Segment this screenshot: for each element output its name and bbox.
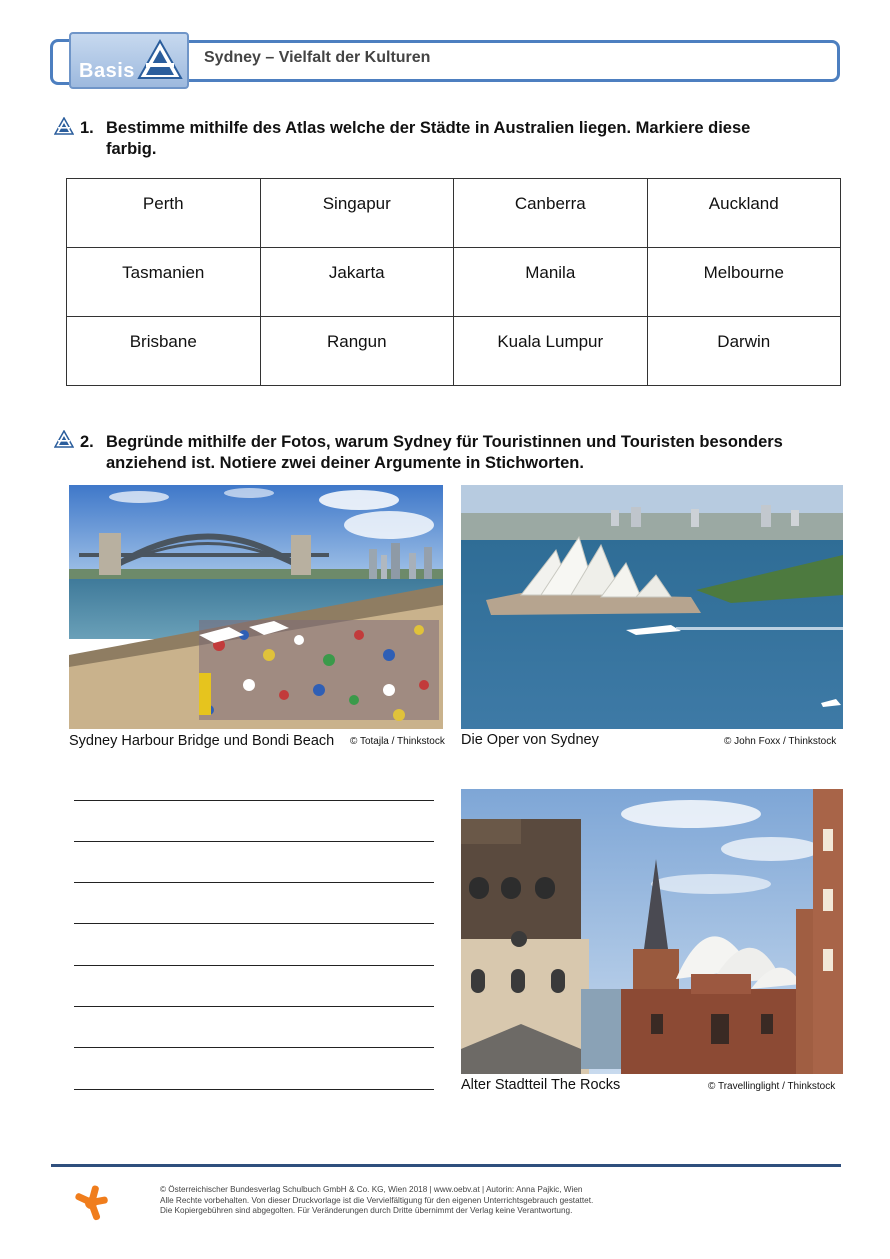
opera-house-photo [461,485,843,729]
city-cell[interactable]: Melbourne [647,248,841,317]
answer-line[interactable] [74,882,434,883]
city-table [66,178,841,386]
harbour-bridge-photo [69,485,443,729]
footer-rule [51,1164,841,1167]
answer-line[interactable] [74,965,434,966]
photo2-credit: © John Foxx / Thinkstock [724,736,837,747]
answer-line[interactable] [74,1047,434,1048]
task1-line1: Bestimme mithilfe des Atlas welche der Städte in Australien liegen. Markiere diese [106,119,751,137]
header-bracket [50,39,71,85]
answer-line[interactable] [74,841,434,842]
publisher-logo-icon [72,1183,110,1223]
level-badge [69,32,189,89]
answer-line[interactable] [74,1006,434,1007]
photo3-caption: Alter Stadtteil The Rocks [461,1077,621,1093]
answer-line[interactable] [74,800,434,801]
city-cell[interactable]: Kuala Lumpur [454,317,648,386]
the-rocks-photo [461,789,843,1074]
photo1-credit: © Totajla / Thinkstock [350,736,445,747]
photo2-caption: Die Oper von Sydney [461,732,599,748]
task1-line2: farbig. [106,140,157,158]
photo1-caption: Sydney Harbour Bridge und Bondi Beach [69,733,335,749]
city-cell[interactable]: Manila [454,248,648,317]
footer-copyright [160,1185,593,1217]
task2-line2: anziehend ist. Notiere zwei deiner Argumente in Stichworten. [106,454,584,472]
task2-number: 2. [80,433,94,451]
task1-number: 1. [80,119,94,137]
footer-line: © Österreichischer Bundesverlag Schulbuch GmbH & Co. KG, Wien 2018 | www.oebv.at | Autorin: Anna Pajkic, Wien [160,1185,583,1194]
city-cell[interactable]: Singapur [260,179,454,248]
basis-task-icon [54,117,74,135]
page-title: Sydney – Vielfalt der Kulturen [204,49,431,66]
photo3-credit: © Travellinglight / Thinkstock [708,1081,836,1092]
city-cell[interactable]: Perth [67,179,261,248]
city-cell[interactable]: Brisbane [67,317,261,386]
basis-task-icon [54,430,74,448]
footer-line: Alle Rechte vorbehalten. Von dieser Druckvorlage ist die Vervielfältigung für den eigenen Unterrichtsgebrauch gestattet. [160,1195,594,1205]
city-cell[interactable]: Jakarta [260,248,454,317]
table-row [67,248,841,317]
badge-label: Basis [79,60,135,82]
level-triangle-icon [137,38,183,80]
city-cell[interactable]: Darwin [647,317,841,386]
answer-line[interactable] [74,1089,434,1090]
footer-line: Die Kopiergebühren sind abgegolten. Für Veränderungen durch Dritte übernimmt der Verlag keine Verantwortung. [160,1206,573,1215]
task2-line1: Begründe mithilfe der Fotos, warum Sydney für Touristinnen und Touristen besonders [106,433,783,451]
city-cell[interactable]: Tasmanien [67,248,261,317]
table-row [67,317,841,386]
answer-line[interactable] [74,923,434,924]
city-cell[interactable]: Canberra [454,179,648,248]
city-cell[interactable]: Auckland [647,179,841,248]
city-cell[interactable]: Rangun [260,317,454,386]
table-row [67,179,841,248]
